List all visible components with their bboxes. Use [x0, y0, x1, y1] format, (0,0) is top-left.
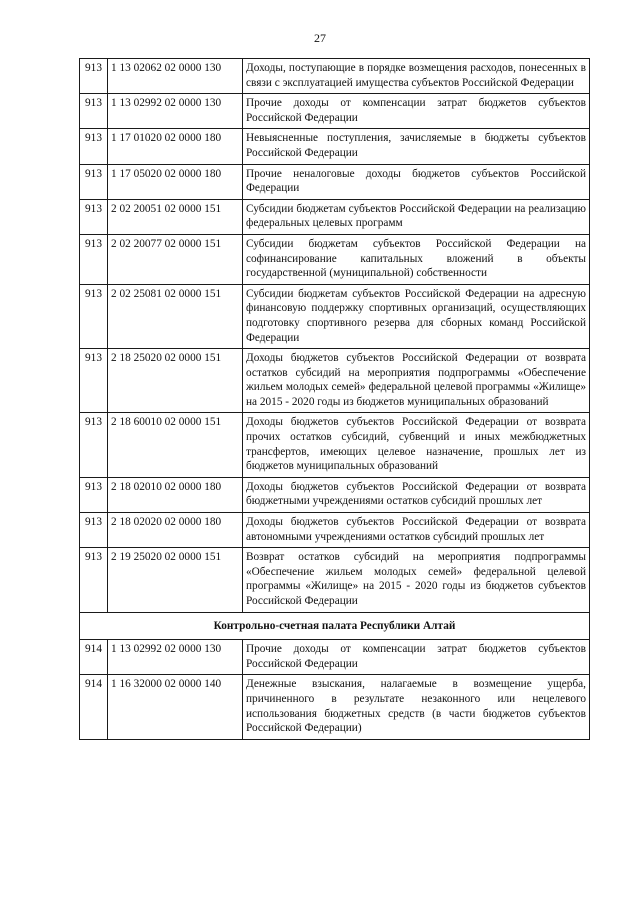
budget-code-cell: 1 13 02992 02 0000 130: [108, 94, 243, 129]
revenue-name-cell: Прочие доходы от компенсации затрат бюджетов субъектов Российской Федерации: [243, 94, 590, 129]
budget-code-cell: 2 18 02010 02 0000 180: [108, 477, 243, 512]
revenue-name-cell: Возврат остатков субсидий на мероприятия подпрограммы «Обеспечение жильем молодых семей» федеральной целевой программы «Жилище» на 2015 - 2020 годы из бюджетов субъектов Российской Федерации: [243, 548, 590, 612]
revenue-codes-table: [79, 58, 590, 740]
admin-code-cell: 914: [80, 640, 108, 675]
budget-code-cell: 2 18 02020 02 0000 180: [108, 513, 243, 548]
page-number: 27: [314, 31, 326, 45]
table-row: [80, 129, 590, 164]
table-row: [80, 199, 590, 234]
admin-code-cell: 913: [80, 477, 108, 512]
admin-code-cell: 913: [80, 234, 108, 284]
budget-code-cell: 1 13 02992 02 0000 130: [108, 640, 243, 675]
revenue-name-cell: Прочие неналоговые доходы бюджетов субъектов Российской Федерации: [243, 164, 590, 199]
table-row: [80, 164, 590, 199]
budget-code-cell: 2 02 20077 02 0000 151: [108, 234, 243, 284]
budget-code-cell: 1 17 05020 02 0000 180: [108, 164, 243, 199]
budget-code-cell: 1 17 01020 02 0000 180: [108, 129, 243, 164]
admin-code-cell: 913: [80, 94, 108, 129]
table-row: [80, 284, 590, 348]
revenue-name-cell: Субсидии бюджетам субъектов Российской Федерации на реализацию федеральных целевых программ: [243, 199, 590, 234]
table-row: [80, 513, 590, 548]
revenue-name-cell: Доходы бюджетов субъектов Российской Федерации от возврата автономными учреждениями остатков субсидий прошлых лет: [243, 513, 590, 548]
admin-code-cell: 913: [80, 199, 108, 234]
admin-code-cell: 913: [80, 284, 108, 348]
revenue-name-cell: Доходы бюджетов субъектов Российской Федерации от возврата прочих остатков субсидий, субвенций и иных межбюджетных трансфертов, имеющих целевое назначение, прошлых лет из бюджетов муниципальных образований: [243, 413, 590, 477]
budget-code-cell: 2 19 25020 02 0000 151: [108, 548, 243, 612]
revenue-name-cell: Доходы, поступающие в порядке возмещения расходов, понесенных в связи с эксплуатацией имущества субъектов Российской Федерации: [243, 59, 590, 94]
table-row: [80, 349, 590, 413]
table-row: [80, 675, 590, 739]
section-title: Контрольно-счетная палата Республики Алтай: [80, 612, 590, 640]
table-row: [80, 477, 590, 512]
table-row: [80, 94, 590, 129]
budget-code-cell: 2 18 25020 02 0000 151: [108, 349, 243, 413]
table-row: [80, 59, 590, 94]
table-row: [80, 640, 590, 675]
revenue-name-cell: Субсидии бюджетам субъектов Российской Федерации на софинансирование капитальных вложений в объекты государственной (муниципальной) собственности: [243, 234, 590, 284]
table-row: [80, 413, 590, 477]
revenue-name-cell: Доходы бюджетов субъектов Российской Федерации от возврата бюджетными учреждениями остатков субсидий прошлых лет: [243, 477, 590, 512]
budget-code-cell: 1 16 32000 02 0000 140: [108, 675, 243, 739]
admin-code-cell: 913: [80, 129, 108, 164]
admin-code-cell: 913: [80, 349, 108, 413]
section-header-row: [80, 612, 590, 640]
revenue-name-cell: Невыясненные поступления, зачисляемые в бюджеты субъектов Российской Федерации: [243, 129, 590, 164]
revenue-name-cell: Доходы бюджетов субъектов Российской Федерации от возврата остатков субсидий на мероприятия подпрограммы «Обеспечение жильем молодых семей» федеральной целевой программы «Жилище» на 2015 - 2020 годы из бюджетов муниципальных образований: [243, 349, 590, 413]
admin-code-cell: 913: [80, 548, 108, 612]
table-row: [80, 234, 590, 284]
table-row: [80, 548, 590, 612]
admin-code-cell: 913: [80, 413, 108, 477]
admin-code-cell: 913: [80, 164, 108, 199]
budget-code-cell: 1 13 02062 02 0000 130: [108, 59, 243, 94]
budget-code-cell: 2 02 25081 02 0000 151: [108, 284, 243, 348]
revenue-name-cell: Прочие доходы от компенсации затрат бюджетов субъектов Российской Федерации: [243, 640, 590, 675]
budget-code-cell: 2 02 20051 02 0000 151: [108, 199, 243, 234]
budget-code-cell: 2 18 60010 02 0000 151: [108, 413, 243, 477]
revenue-name-cell: Субсидии бюджетам субъектов Российской Федерации на адресную финансовую поддержку спортивных организаций, осуществляющих подготовку спортивного резерва для сборных команд Российской Федерации: [243, 284, 590, 348]
admin-code-cell: 913: [80, 513, 108, 548]
admin-code-cell: 913: [80, 59, 108, 94]
admin-code-cell: 914: [80, 675, 108, 739]
revenue-name-cell: Денежные взыскания, налагаемые в возмещение ущерба, причиненного в результате незаконного или нецелевого использования бюджетных средств (в части бюджетов субъектов Российской Федерации): [243, 675, 590, 739]
